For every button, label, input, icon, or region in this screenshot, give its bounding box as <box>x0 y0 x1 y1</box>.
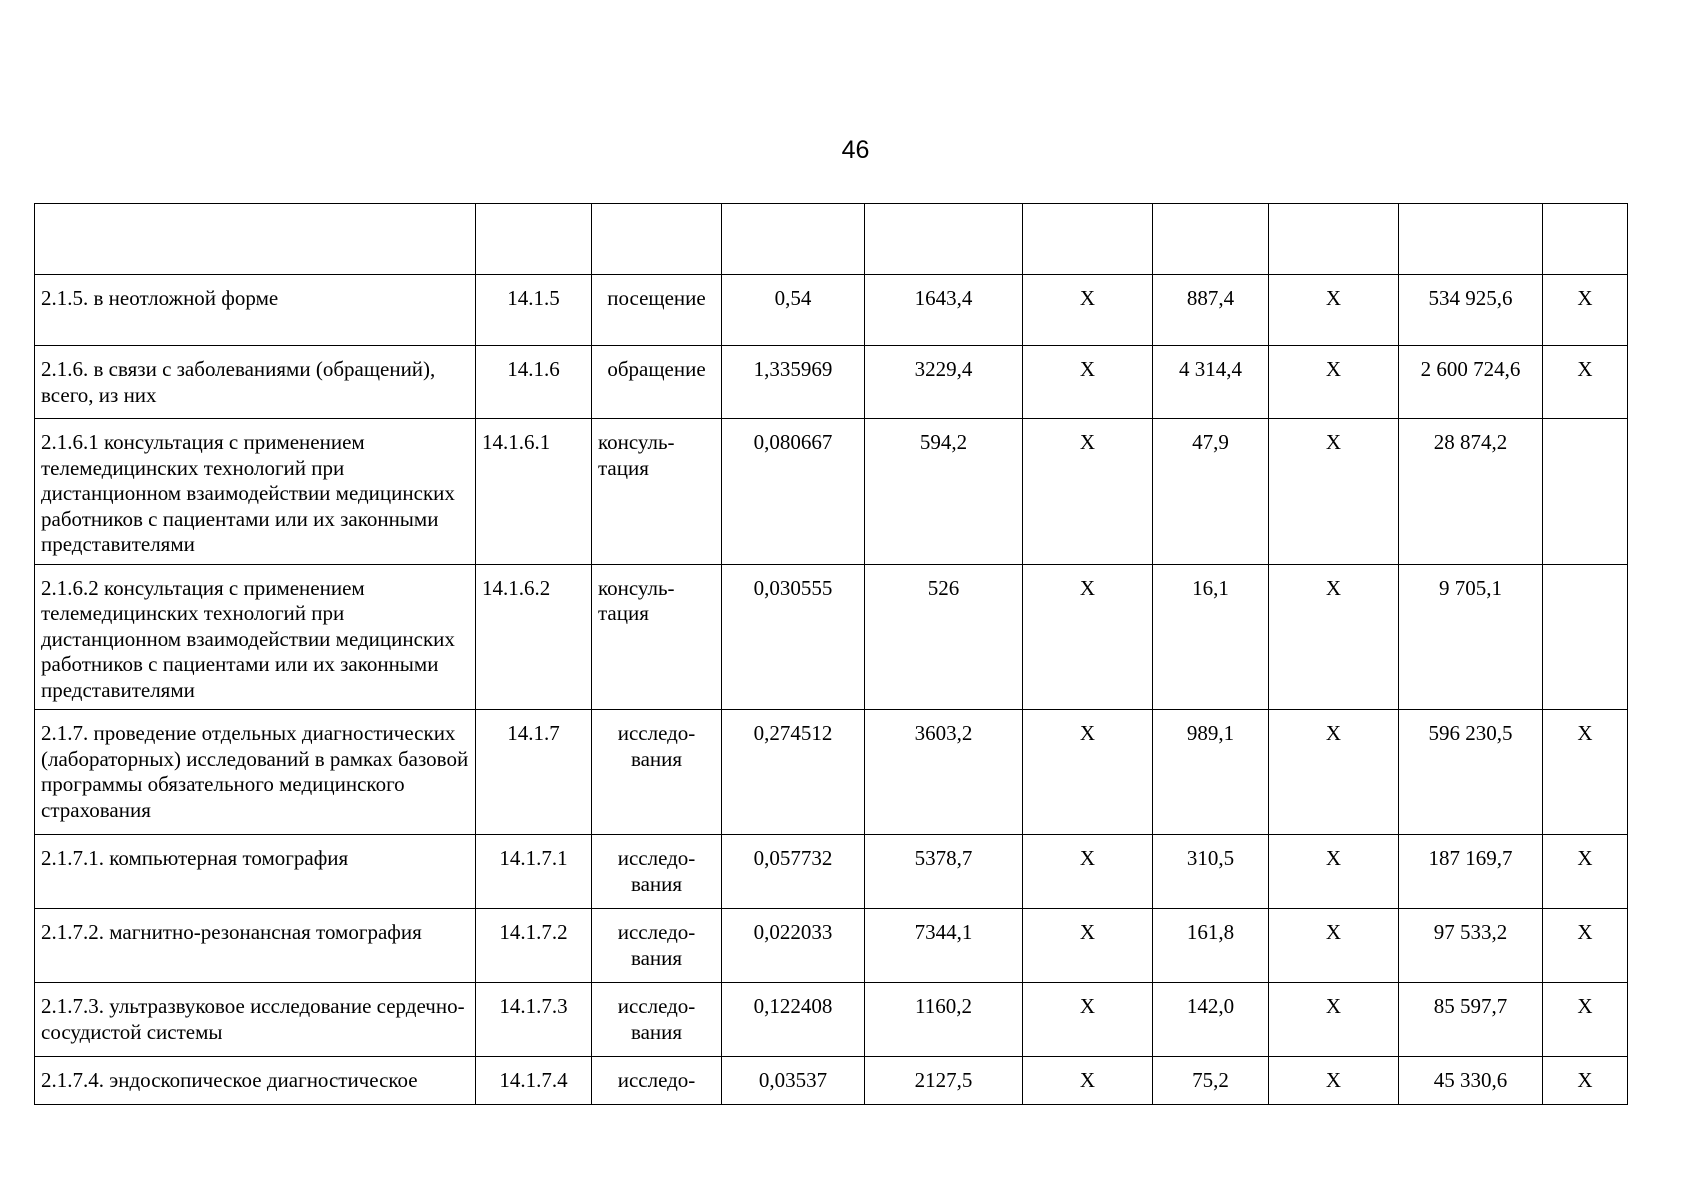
row-name: 2.1.6. в связи с заболеваниями (обращений), всего, из них <box>35 346 476 419</box>
row-name: 2.1.6.1 консультация с применением телемедицинских технологий при дистанционном взаимодействии медицинских работников с пациентами или их законными представителями <box>35 419 476 565</box>
row-unit: исследо- вания <box>592 710 722 835</box>
row-unit: исследо- вания <box>592 835 722 909</box>
row-value: Х <box>1023 275 1153 346</box>
row-value: 3603,2 <box>865 710 1023 835</box>
row-name: 2.1.7. проведение отдельных диагностических (лабораторных) исследований в рамках базовой программы обязательного медицинского страхования <box>35 710 476 835</box>
row-value: 0,057732 <box>722 835 865 909</box>
row-value: 5378,7 <box>865 835 1023 909</box>
table-row <box>35 710 1628 835</box>
row-value: 3229,4 <box>865 346 1023 419</box>
table-row <box>35 419 1628 565</box>
row-value: 310,5 <box>1153 835 1269 909</box>
row-value: 1160,2 <box>865 983 1023 1057</box>
row-value: Х <box>1269 346 1399 419</box>
row-value: 594,2 <box>865 419 1023 565</box>
row-value: Х <box>1543 710 1628 835</box>
row-value: 1,335969 <box>722 346 865 419</box>
row-value: Х <box>1023 1057 1153 1105</box>
row-code: 14.1.7 <box>476 710 592 835</box>
row-name: 2.1.6.2 консультация с применением телемедицинских технологий при дистанционном взаимодействии медицинских работников с пациентами или их законными представителями <box>35 564 476 710</box>
data-table <box>34 203 1628 1105</box>
row-value: Х <box>1023 835 1153 909</box>
row-value: 7344,1 <box>865 909 1023 983</box>
row-value: Х <box>1269 710 1399 835</box>
row-value <box>1543 204 1628 275</box>
page-number: 46 <box>841 136 870 164</box>
row-unit: обращение <box>592 346 722 419</box>
row-name: 2.1.7.4. эндоскопическое диагностическое <box>35 1057 476 1105</box>
row-code: 14.1.6.1 <box>476 419 592 565</box>
row-value: Х <box>1269 275 1399 346</box>
row-value: 75,2 <box>1153 1057 1269 1105</box>
row-value <box>1399 204 1543 275</box>
row-value: 0,54 <box>722 275 865 346</box>
row-unit: консуль- тация <box>592 564 722 710</box>
row-value: Х <box>1269 1057 1399 1105</box>
row-value: Х <box>1023 983 1153 1057</box>
row-value: 2127,5 <box>865 1057 1023 1105</box>
row-value: Х <box>1543 275 1628 346</box>
table-row <box>35 204 1628 275</box>
table-row <box>35 909 1628 983</box>
row-value <box>1023 204 1153 275</box>
row-value: Х <box>1023 419 1153 565</box>
row-value: 0,022033 <box>722 909 865 983</box>
row-value <box>1543 419 1628 565</box>
row-value: 2 600 724,6 <box>1399 346 1543 419</box>
row-value: 526 <box>865 564 1023 710</box>
table-row <box>35 346 1628 419</box>
row-value <box>1543 564 1628 710</box>
row-value: 534 925,6 <box>1399 275 1543 346</box>
row-value: Х <box>1023 909 1153 983</box>
row-value: Х <box>1543 1057 1628 1105</box>
row-value: Х <box>1543 346 1628 419</box>
row-code: 14.1.6 <box>476 346 592 419</box>
row-value <box>1153 204 1269 275</box>
row-value: 0,080667 <box>722 419 865 565</box>
row-value: 887,4 <box>1153 275 1269 346</box>
row-unit: консуль- тация <box>592 419 722 565</box>
row-value: Х <box>1269 419 1399 565</box>
row-value: 989,1 <box>1153 710 1269 835</box>
row-value: 97 533,2 <box>1399 909 1543 983</box>
row-value: Х <box>1269 983 1399 1057</box>
row-name: 2.1.7.2. магнитно-резонансная томография <box>35 909 476 983</box>
row-code <box>476 204 592 275</box>
table-row <box>35 835 1628 909</box>
row-code: 14.1.6.2 <box>476 564 592 710</box>
row-value: Х <box>1543 983 1628 1057</box>
row-value: Х <box>1269 564 1399 710</box>
row-value: Х <box>1543 835 1628 909</box>
row-value: Х <box>1269 909 1399 983</box>
row-code: 14.1.7.2 <box>476 909 592 983</box>
row-value <box>865 204 1023 275</box>
table-row <box>35 983 1628 1057</box>
row-value: Х <box>1269 835 1399 909</box>
row-unit <box>592 204 722 275</box>
row-unit: посещение <box>592 275 722 346</box>
row-value: 28 874,2 <box>1399 419 1543 565</box>
table-row <box>35 275 1628 346</box>
row-unit: исследо- <box>592 1057 722 1105</box>
row-value: 187 169,7 <box>1399 835 1543 909</box>
row-name: 2.1.7.1. компьютерная томография <box>35 835 476 909</box>
row-value: 16,1 <box>1153 564 1269 710</box>
row-value: 0,030555 <box>722 564 865 710</box>
row-value: Х <box>1543 909 1628 983</box>
table-row <box>35 1057 1628 1105</box>
row-value: 1643,4 <box>865 275 1023 346</box>
row-value: Х <box>1023 710 1153 835</box>
row-name: 2.1.5. в неотложной форме <box>35 275 476 346</box>
row-code: 14.1.5 <box>476 275 592 346</box>
row-code: 14.1.7.3 <box>476 983 592 1057</box>
table-row <box>35 564 1628 710</box>
row-value: Х <box>1023 346 1153 419</box>
row-value <box>722 204 865 275</box>
row-unit: исследо- вания <box>592 909 722 983</box>
row-value <box>1269 204 1399 275</box>
row-value: 0,274512 <box>722 710 865 835</box>
row-name: 2.1.7.3. ультразвуковое исследование сердечно-сосудистой системы <box>35 983 476 1057</box>
row-value: 45 330,6 <box>1399 1057 1543 1105</box>
row-code: 14.1.7.4 <box>476 1057 592 1105</box>
row-unit: исследо- вания <box>592 983 722 1057</box>
row-value: 142,0 <box>1153 983 1269 1057</box>
row-value: 9 705,1 <box>1399 564 1543 710</box>
row-value: 85 597,7 <box>1399 983 1543 1057</box>
row-value: 4 314,4 <box>1153 346 1269 419</box>
row-value: 161,8 <box>1153 909 1269 983</box>
row-value: 47,9 <box>1153 419 1269 565</box>
row-value: Х <box>1023 564 1153 710</box>
row-code: 14.1.7.1 <box>476 835 592 909</box>
row-value: 0,122408 <box>722 983 865 1057</box>
row-value: 0,03537 <box>722 1057 865 1105</box>
row-name <box>35 204 476 275</box>
row-value: 596 230,5 <box>1399 710 1543 835</box>
